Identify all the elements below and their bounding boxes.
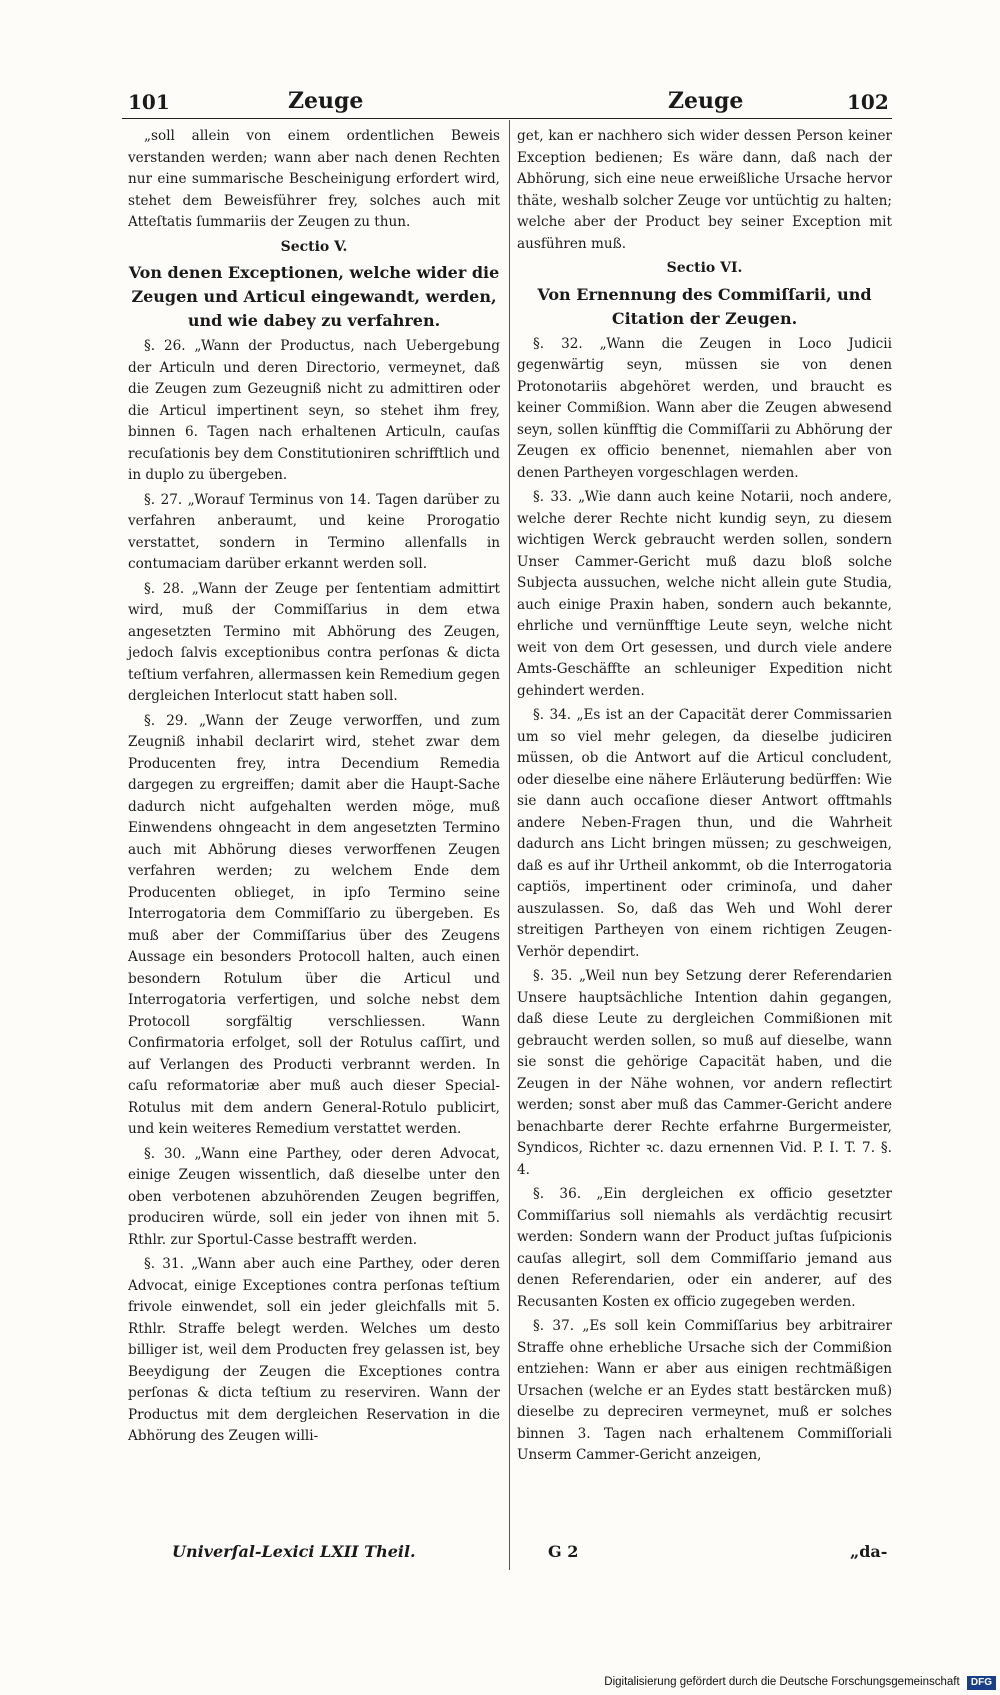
page-footer (0, 1542, 1000, 1568)
left-paragraph: §. 31. „Wann aber auch eine Parthey, oder deren Advocat, einige Exceptiones contra perſonas teſtium frivole einwendet, soll ein jeder gleichfalls mit 5. Rthlr. Straffe belegt werden. Welches um desto billiger ist, weil dem Producten frey gelassen ist, bey Beeydigung der Zeugen die Exceptiones contra perſonas & dicta teſtium zu reserviren. Wann der Productus mit dem dergleichen Reservation in die Abhörung des Zeugen willi- (128, 1256, 500, 1444)
headword-right: Zeuge (668, 88, 744, 114)
left-paragraph: §. 27. „Worauf Terminus von 14. Tagen darüber zu verfahren anberaumt, und keine Prorogatio verstattet, sondern in Termino allenfalls in contumaciam darüber erkannt werden soll. (128, 491, 500, 572)
right-paragraph: §. 32. „Wann die Zeugen in Loco Judicii gegenwärtig seyn, müssen sie von denen Protonotariis abgehöret werden, und braucht es keiner Commißion. Wann aber die Zeugen abwesend seyn, sollen künfftig die Commiſſarii zu Abhörung der Zeugen ex officio benennet, niemahlen aber von denen Partheyen vorgeschlagen werden. (517, 335, 892, 481)
header-rule (122, 118, 892, 119)
right-paragraph: get, kan er nachhero sich wider dessen Person keiner Exception bedienen; Es wäre dann, daß nach der Abhörung, sich eine neue erweißliche Ursache hervor thäte, weshalb solcher Zeuge vor untüchtig zu halten; welche aber der Product bey seiner Exception mit ausführen muß. (517, 128, 892, 252)
left-paragraph: §. 30. „Wann eine Parthey, oder deren Advocat, einige Zeugen wissentlich, daß dieselbe unter den oben verbotenen abzuhörenden Zeugen begriffen, produciren würde, soll ein jeder von ihnen mit 5. Rthlr. zur Sportul-Casse bestrafft werden. (128, 1145, 500, 1248)
digitization-note (598, 1676, 996, 1692)
column-divider (509, 120, 510, 1570)
left-paragraph: §. 29. „Wann der Zeuge verworffen, und zum Zeugniß inhabil declarirt wird, stehet zwar dem Producenten frey, intra Decendium Remedia dargegen zu ergreiffen; damit aber die Haupt-Sache dadurch nicht aufgehalten werden möge, muß Einwendens ohngeacht in dem angesetzten Termino auch mit Abhörung dieses verworffenen Zeugen verfahren werden; zu welchem Ende dem Producenten oblieget, in ipſo Termino seine Interrogatoria dem Commiſſario zu übergeben. Es muß aber der Commiſſarius über des Zeugens Aussage ein besonders Protocoll halten, auch einen besondern Rotulum über die Articul und Interrogatoria verfertigen, und solche nebst dem Protocoll sorgfältig verschliessen. Wann Confirmatoria erfolget, soll der Rotulus caſſirt, und auf Verlangen des Producti verbrannt werden. In caſu reformatoriæ aber muß auch dieser Special-Rotulus mit dem andern General-Rotulo publicirt, und kein weiteres Remedium verstattet werden. (128, 712, 500, 1137)
right-paragraph: §. 34. „Es ist an der Capacität derer Commissarien um so viel mehr gelegen, da dieselbe judiciren müssen, ob die Antwort auf die Articul concludent, oder dieselbe eine nähere Erläuterung bedürffen: Wie sie dann auch occaſione dieser Antwort offtmahls andere Neben-Fragen thun, und die Wahrheit dadurch ans Licht bringen müssen; zu geschweigen, daß es auf ihr Urtheil ankommt, ob die Interrogatoria captiös, impertinent oder criminoſa, und daher auszulassen. So, daß das Weh und Wohl derer streitigen Partheyen von einem richtigen Zeugen-Verhör dependirt. (517, 707, 892, 960)
digitization-text: Digitalisierung gefördert durch die Deutsche Forschungsgemeinschaft (604, 1676, 960, 1688)
right-column (517, 126, 892, 1470)
left-section-heading: Von denen Exceptionen, welche wider die Zeugen und Articul eingewandt, werden, und wie dabey zu verfahren. (128, 263, 500, 330)
volume-title: Univerſal-Lexici LXII Theil. (172, 1542, 416, 1561)
right-section-heading: Von Ernennung des Commiſſarii, und Citation der Zeugen. (537, 284, 872, 328)
left-column (128, 126, 500, 1451)
page-number-right: 102 (847, 90, 889, 114)
right-paragraph: §. 33. „Wie dann auch keine Notarii, noch andere, welche derer Rechte nicht kundig seyn, zu diesem wichtigen Werck gebraucht werden sollen, sondern Unser Cammer-Gericht muß dazu bloß solche Subjecta aussuchen, welche nicht allein gute Studia, auch einige Praxin haben, sondern auch bekannte, ehrliche und vernünfftige Leute seyn, welche nicht weit von dem Ort gesessen, und durch viele andere Amts-Geschäffte an schleuniger Expedition nicht gehindert werden. (517, 489, 892, 699)
left-section-label: Sectio V. (280, 238, 348, 255)
dfg-logo: DFG (967, 1676, 996, 1690)
running-header (0, 82, 1000, 118)
page-number-left: 101 (128, 90, 170, 114)
signature-mark: G 2 (548, 1542, 579, 1561)
left-paragraph: §. 28. „Wann der Zeuge per ſententiam admittirt wird, muß der Commiſſarius in dem etwa angesetzten Termino mit Abhörung des Zeugen, jedoch ſalvis exceptionibus contra perſonas & dicta teſtium verfahren, allermassen kein Remedium gegen dergleichen Interlocut statt haben soll. (128, 580, 500, 704)
right-paragraph: §. 35. „Weil nun bey Setzung derer Referendarien Unsere hauptsächliche Intention dahin gegangen, daß diese Leute zu dergleichen Commißionen mit gebraucht werden sollen, so muß auf dieselbe, wann sie sonst die gehörige Capacität haben, und die Zeugen in der Nähe wohnen, vor andern reflectirt werden; sonst aber muß das Cammer-Gericht andere benachbarte derer Rechte erfahrne Burgermeister, Syndicos, Richter ꝛc. dazu ernennen Vid. P. I. T. 7. §. 4. (517, 968, 892, 1178)
left-paragraph: „soll allein von einem ordentlichen Beweis verstanden werden; wann aber nach denen Rechten nur eine summarische Bescheinigung erfordert wird, stehet dem Beweisführer frey, solches auch mit Atteſtatis ſummariis der Zeugen zu thun. (128, 128, 500, 230)
catchword: „da- (850, 1542, 888, 1561)
right-paragraph: §. 36. „Ein dergleichen ex officio gesetzter Commiſſarius soll niemahls als verdächtig recusirt werden: Sondern wann der Product juſtas ſuſpicionis cauſas allegirt, soll dem Commiſſario jemand aus denen Referendarien, oder ein anderer, auf des Recusanten Kosten ex officio zugegeben werden. (517, 1186, 892, 1310)
headword-left: Zeuge (288, 88, 364, 114)
right-paragraph: §. 37. „Es soll kein Commiſſarius bey arbitrairer Straffe ohne erhebliche Ursache sich der Commißion entziehen: Wann er aber aus einigen rechtmäßigen Ursachen (welche er an Eydes statt bestärcken muß) dieselbe zu depreciren vermeynet, muß er solches binnen 3. Tagen nach erhaltenem Commiſſoriali Unserm Cammer-Gericht anzeigen, (517, 1318, 892, 1463)
right-section-label: Sectio VI. (666, 260, 743, 276)
left-paragraph: §. 26. „Wann der Productus, nach Uebergebung der Articuln und deren Directorio, vermeynet, daß die Zeugen zum Gezeugniß nicht zu admittiren oder die Articul impertinent seyn, so stehet ihm frey, binnen 6. Tagen nach erhaltenen Articuln, cauſas recuſationis bey dem Constitutioniren schrifftlich und in duplo zu übergeben. (128, 338, 500, 483)
